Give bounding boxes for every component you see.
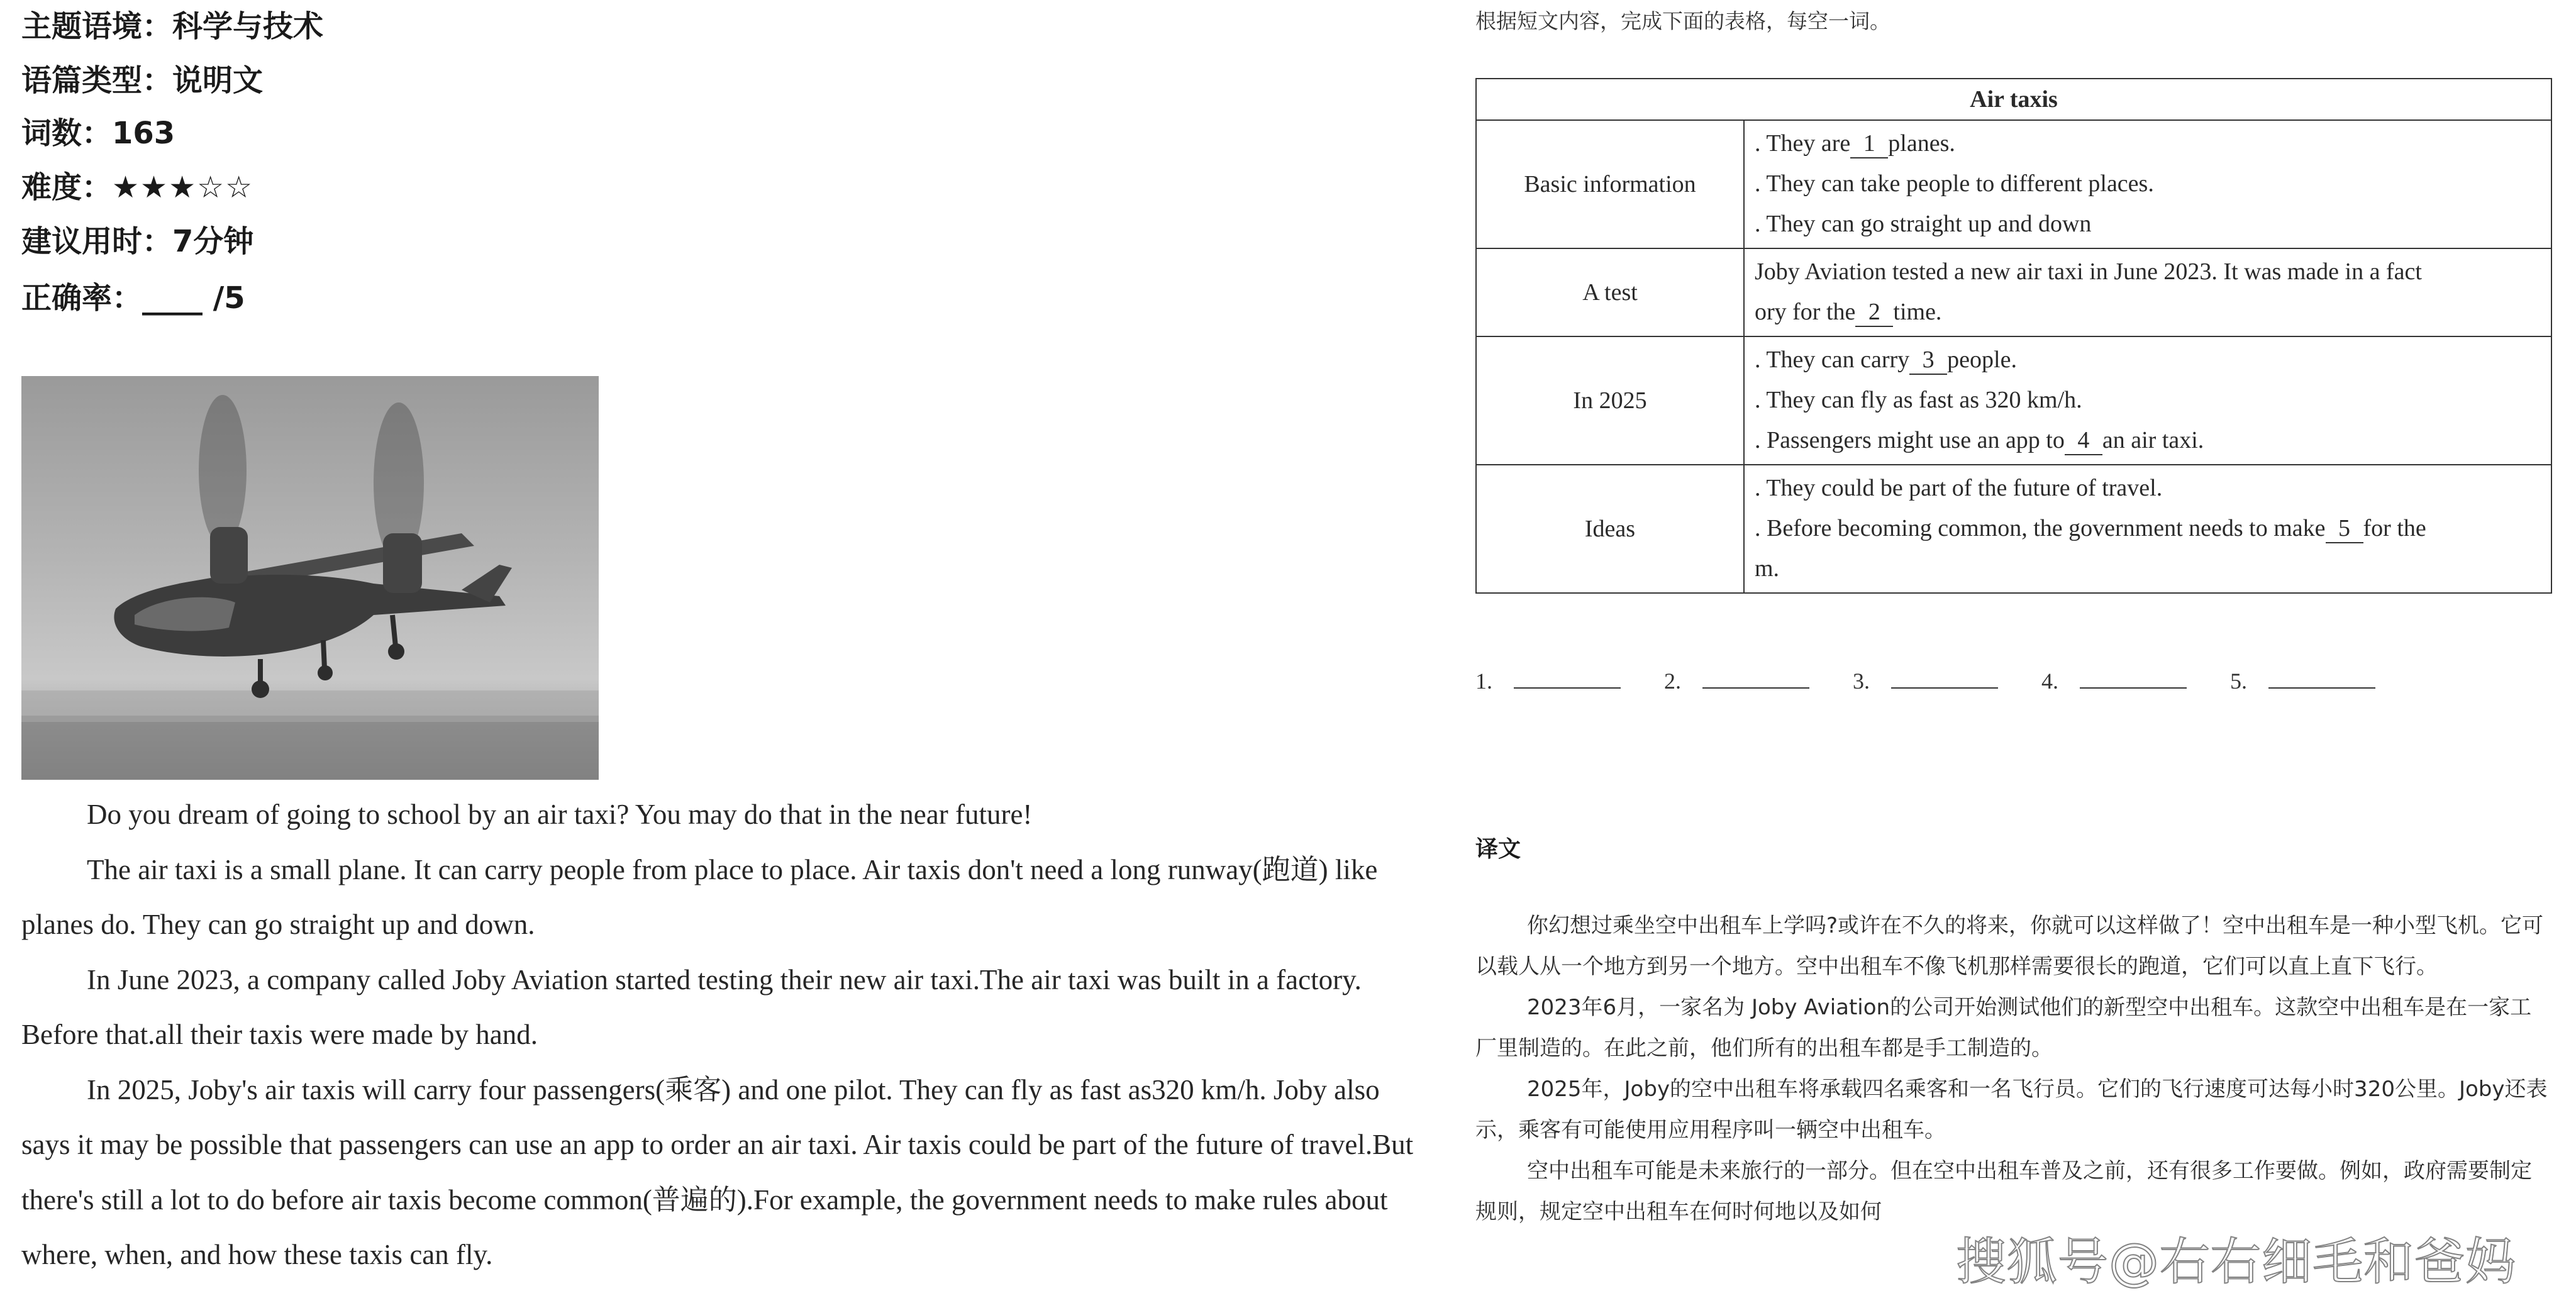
table-row	[1476, 465, 2551, 593]
air-taxi-table	[1475, 78, 2552, 594]
row-label-basic: Basic information	[1476, 120, 1744, 248]
passage-paragraph-1: Do you dream of going to school by an air taxi? You may do that in the near future!	[87, 799, 1033, 830]
answer-3[interactable]: 3.	[1853, 668, 2017, 694]
air-taxi-photo	[21, 376, 599, 780]
word-count-line: 词数：163	[21, 116, 175, 151]
table-row	[1476, 336, 2551, 465]
blank-4: 4	[2065, 426, 2102, 455]
translation	[1475, 906, 2552, 1233]
row-label-ideas: Ideas	[1476, 465, 1744, 593]
answer-5[interactable]: 5.	[2230, 668, 2394, 694]
blank-1: 1	[1850, 130, 1888, 158]
row-content-ideas: . They could be part of the future of travel. . Before becoming common, the government needs to make 5 for the m.	[1744, 465, 2551, 593]
instruction: 根据短文内容，完成下面的表格，每空一词。	[1475, 9, 1890, 33]
translation-paragraph-3: 2025年，Joby的空中出租车将承载四名乘客和一名飞行员。它们的飞行速度可达每小时320公里。Joby还表示，乘客有可能使用应用程序叫一辆空中出租车。	[1475, 1077, 2548, 1143]
answer-1[interactable]: 1.	[1475, 668, 1640, 694]
translation-paragraph-1: 你幻想过乘坐空中出租车上学吗?或许在不久的将来，你就可以这样做了！空中出租车是一种小型飞机。它可以载人从一个地方到另一个地方。空中出租车不像飞机那样需要很长的跑道，它们可以直上直下飞行。	[1475, 913, 2544, 979]
table-title: Air taxis	[1476, 79, 2551, 120]
answer-4[interactable]: 4.	[2041, 668, 2206, 694]
blank-2: 2	[1855, 298, 1893, 327]
difficulty-label: 难度：	[21, 170, 113, 205]
left-column	[21, 0, 1430, 1303]
row-label-2025: In 2025	[1476, 336, 1744, 465]
translation-title: 译文	[1475, 836, 1521, 862]
right-column	[1475, 0, 2557, 1303]
table-row	[1476, 120, 2551, 248]
watermark: 搜狐号@右右细毛和爸妈	[1956, 1233, 2516, 1291]
time-line: 建议用时：7分钟	[21, 224, 254, 259]
row-content-test: Joby Aviation tested a new air taxi in June 2023. It was made in a fact ory for the 2 time.	[1744, 248, 2551, 336]
passage-paragraph-3: In June 2023, a company called Joby Aviation started testing their new air taxi.The air taxi was built in a factory. Before that.all their taxis were made by hand.	[21, 963, 1362, 1050]
blank-5: 5	[2326, 514, 2363, 543]
passage-paragraph-4: In 2025, Joby's air taxis will carry four passengers(乘客) and one pilot. They can fly as fast as320 km/h. Joby also says it may be possible that passengers can use an app to order an air taxi. Air taxis could be part of the future of travel.But there's still a lot to do before air taxis become common(普遍的).For example, the government needs to make rules about where, when, and how these taxis can fly.	[21, 1073, 1414, 1270]
genre-line: 语篇类型：说明文	[21, 63, 264, 98]
answer-2[interactable]: 2.	[1664, 668, 1828, 694]
row-label-test: A test	[1476, 248, 1744, 336]
translation-paragraph-4: 空中出租车可能是未来旅行的一部分。但在空中出租车普及之前，还有很多工作要做。例如，政府需要制定规则，规定空中出租车在何时何地以及如何	[1475, 1158, 2532, 1224]
translation-paragraph-2: 2023年6月，一家名为 Joby Aviation的公司开始测试他们的新型空中出租车。这款空中出租车是在一家工厂里制造的。在此之前，他们所有的出租车都是手工制造的。	[1475, 995, 2532, 1061]
passage-paragraph-2: The air taxi is a small plane. It can carry people from place to place. Air taxis don't need a long runway(跑道) like planes do. They can go straight up and down.	[21, 853, 1378, 940]
difficulty-line	[21, 169, 253, 206]
blank-3: 3	[1909, 346, 1947, 375]
answer-blanks	[1475, 668, 2413, 694]
accuracy-line: 正确率：____ /5	[21, 280, 245, 316]
row-content-2025: . They can carry 3 people. . They can fly as fast as 320 km/h. . Passengers might use an app to 4 an air taxi.	[1744, 336, 2551, 465]
passage	[21, 787, 1430, 1283]
table-row	[1476, 248, 2551, 336]
row-content-basic: . They are 1 planes. . They can take people to different places. . They can go straight up and down	[1744, 120, 2551, 248]
topic-line: 主题语境：科学与技术	[21, 9, 324, 44]
difficulty-stars: ★★★☆☆	[112, 170, 254, 205]
